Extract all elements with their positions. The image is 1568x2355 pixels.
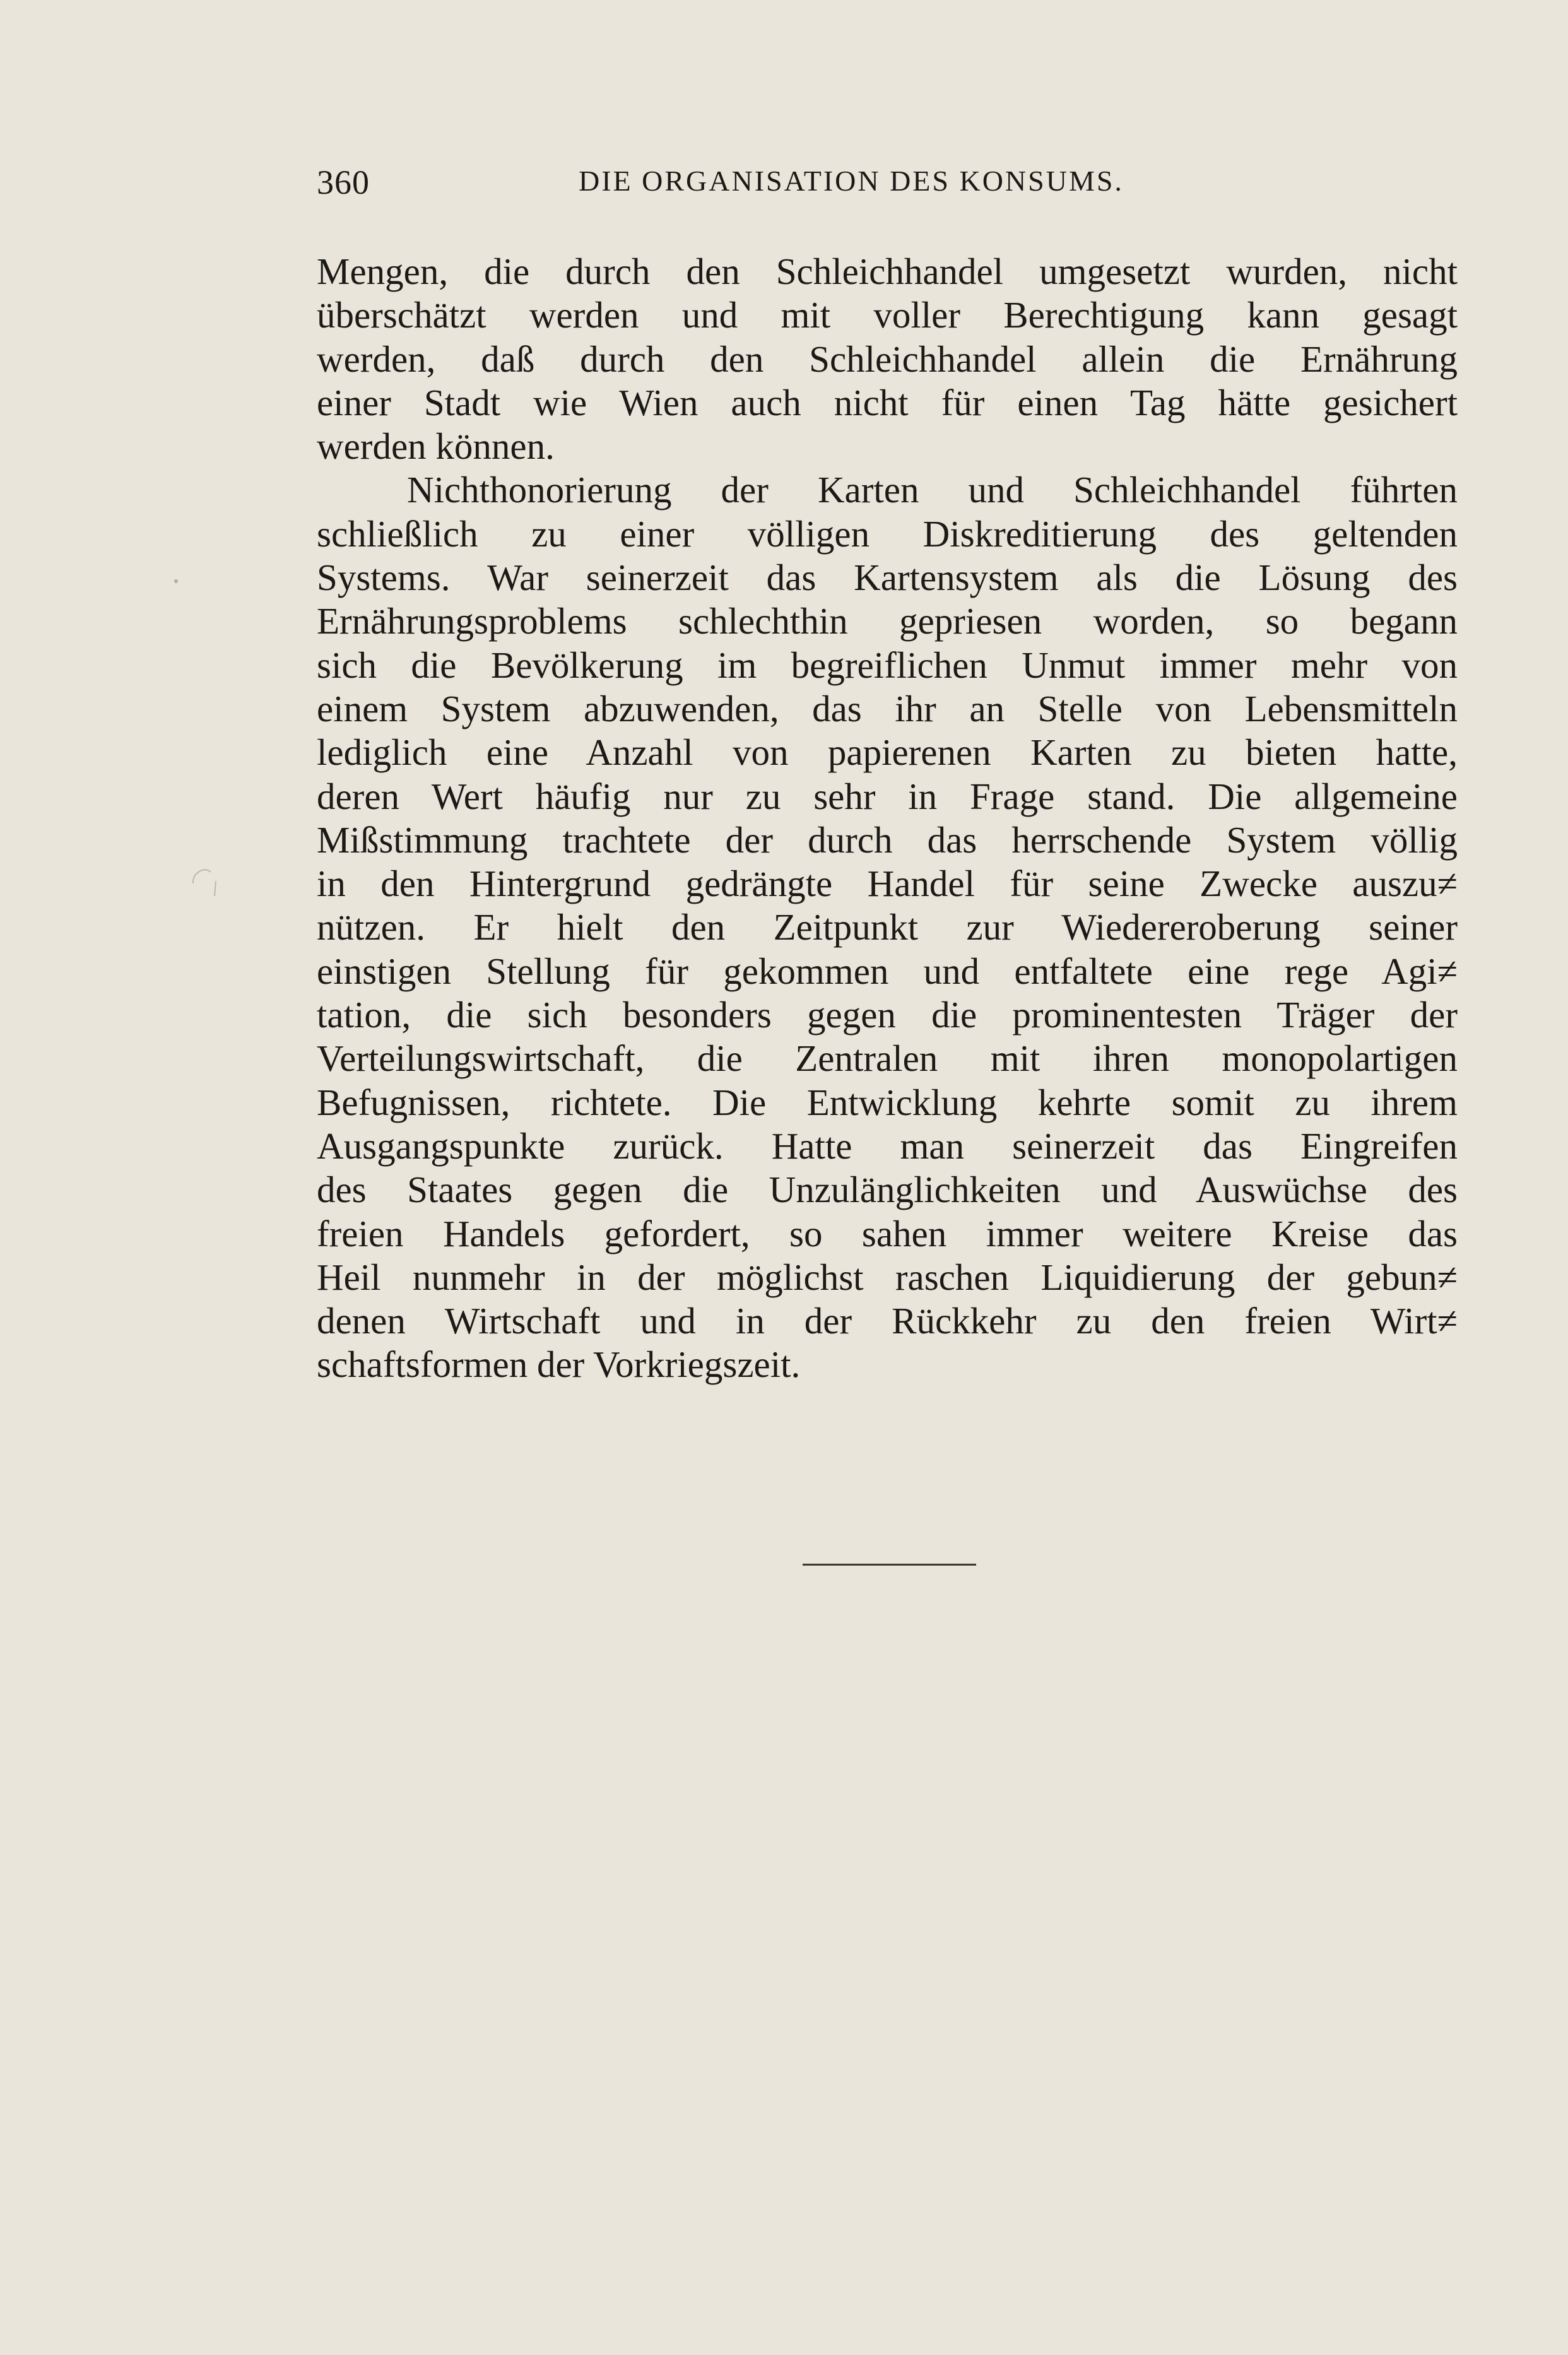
text-line: einstigen Stellung für gekommen und entfaltete eine rege Agi≠	[317, 950, 1458, 992]
body-text	[317, 250, 1458, 1387]
text-line: Heil nunmehr in der möglichst raschen Liquidierung der gebun≠	[317, 1256, 1458, 1298]
section-end-rule	[803, 1564, 976, 1566]
text-line: nützen. Er hielt den Zeitpunkt zur Wiedereroberung seiner	[317, 906, 1458, 948]
page-number: 360	[317, 163, 370, 201]
text-line: Ausgangspunkte zurück. Hatte man seinerzeit das Eingreifen	[317, 1124, 1458, 1167]
text-line: Verteilungswirtschaft, die Zentralen mit ihren monopolartigen	[317, 1037, 1458, 1080]
text-line: Mengen, die durch den Schleichhandel umgesetzt wurden, nicht	[317, 251, 1458, 292]
text-line: einer Stadt wie Wien auch nicht für einen Tag hätte gesichert	[317, 381, 1458, 423]
text-line: des Staates gegen die Unzulänglichkeiten und Auswüchse des	[317, 1169, 1458, 1211]
text-line: freien Handels gefordert, so sahen immer weitere Kreise das	[317, 1212, 1458, 1254]
text-line: in den Hintergrund gedrängte Handel für seine Zwecke auszu≠	[317, 863, 1458, 905]
text-line: werden, daß durch den Schleichhandel allein die Ernährung	[317, 338, 1458, 380]
text-line: deren Wert häufig nur zu sehr in Frage stand. Die allgemeine	[317, 775, 1458, 817]
text-line: schaftsformen der Vorkriegszeit.	[317, 1343, 801, 1386]
text-line: sich die Bevölkerung im begreiflichen Unmut immer mehr von	[317, 644, 1458, 686]
pencil-mark-icon	[189, 865, 221, 899]
margin-dot	[174, 579, 178, 583]
text-line: einem System abzuwenden, das ihr an Stelle von Lebensmitteln	[317, 687, 1458, 729]
page-header	[317, 163, 1458, 213]
text-line: Befugnissen, richtete. Die Entwicklung kehrte somit zu ihrem	[317, 1081, 1458, 1123]
text-line: denen Wirtschaft und in der Rückkehr zu den freien Wirt≠	[317, 1300, 1458, 1342]
paragraph-2	[317, 468, 1458, 1386]
running-title: DIE ORGANISATION DES KONSUMS.	[579, 165, 1124, 197]
text-line: lediglich eine Anzahl von papierenen Karten zu bieten hatte,	[317, 731, 1458, 774]
text-line: Nichthonorierung der Karten und Schleichhandel führten	[407, 469, 1458, 511]
text-line: überschätzt werden und mit voller Berechtigung kann gesagt	[317, 294, 1458, 336]
text-line: schließlich zu einer völligen Diskreditierung des geltenden	[317, 512, 1458, 555]
text-line: Ernährungsproblems schlechthin gepriesen worden, so begann	[317, 600, 1458, 642]
text-line: Mißstimmung trachtete der durch das herrschende System völlig	[317, 818, 1458, 861]
paragraph-1	[317, 250, 1458, 468]
text-line: werden können.	[317, 425, 555, 468]
text-line: tation, die sich besonders gegen die prominentesten Träger der	[317, 994, 1458, 1036]
text-line: Systems. War seinerzeit das Kartensystem als die Lösung des	[317, 557, 1458, 599]
